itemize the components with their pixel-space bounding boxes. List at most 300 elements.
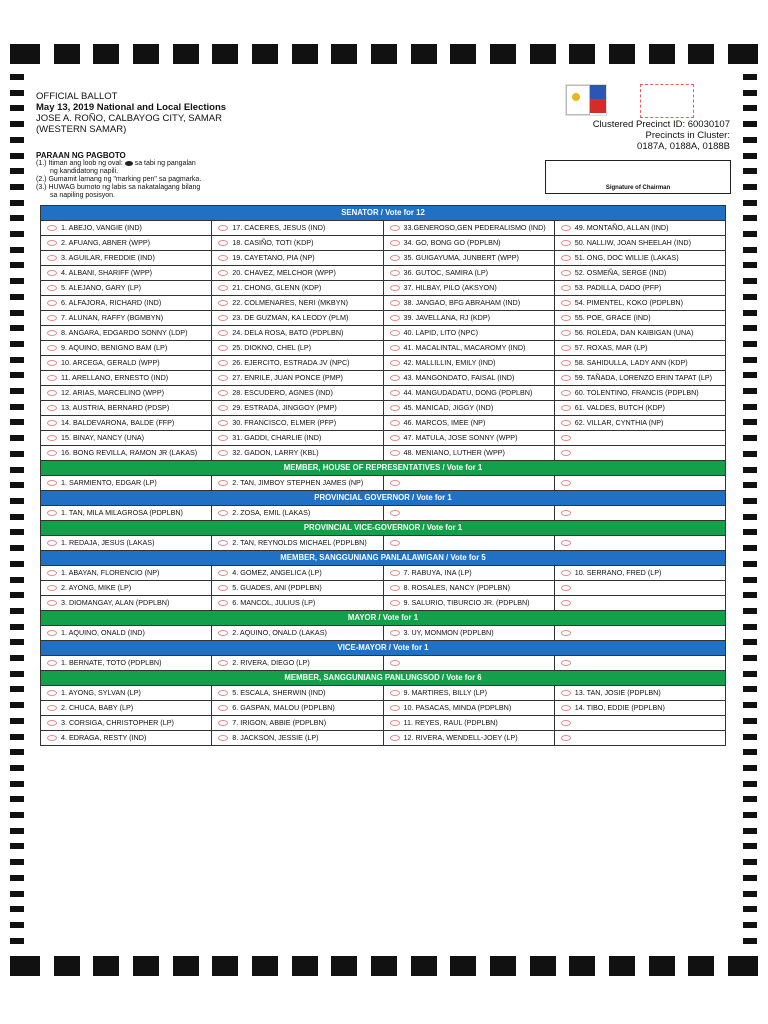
vote-oval[interactable] bbox=[47, 240, 57, 246]
candidate-cell[interactable] bbox=[41, 536, 212, 551]
candidate-cell[interactable] bbox=[554, 251, 725, 266]
vote-oval[interactable] bbox=[218, 630, 228, 636]
timing-mark bbox=[743, 906, 757, 912]
candidate-cell[interactable] bbox=[212, 431, 383, 446]
vote-oval[interactable] bbox=[561, 225, 571, 231]
vote-oval[interactable] bbox=[47, 360, 57, 366]
vote-oval[interactable] bbox=[218, 720, 228, 726]
timing-mark bbox=[569, 956, 595, 976]
candidate-row bbox=[41, 581, 726, 596]
vote-oval[interactable] bbox=[218, 300, 228, 306]
province-name: (WESTERN SAMAR) bbox=[36, 124, 127, 135]
instruction-1a: (1.) Itiman ang loob ng oval: bbox=[36, 160, 123, 167]
vote-oval[interactable] bbox=[390, 585, 400, 591]
candidate-cell[interactable] bbox=[554, 236, 725, 251]
vote-oval[interactable] bbox=[561, 705, 571, 711]
candidate-cell[interactable] bbox=[41, 221, 212, 236]
clustered-precinct-id: Clustered Precinct ID: 60030107 bbox=[592, 119, 730, 130]
vote-oval[interactable] bbox=[390, 270, 400, 276]
timing-mark bbox=[10, 404, 24, 410]
candidate-name: 12. ARIAS, MARCELINO (WPP) bbox=[61, 388, 165, 398]
timing-mark bbox=[743, 781, 757, 787]
timing-mark bbox=[10, 843, 24, 849]
timing-mark bbox=[10, 153, 24, 159]
comelec-seal-icon bbox=[565, 84, 607, 116]
vote-oval[interactable] bbox=[218, 705, 228, 711]
candidate-cell[interactable] bbox=[212, 221, 383, 236]
candidate-cell[interactable] bbox=[212, 701, 383, 716]
candidate-cell[interactable] bbox=[41, 656, 212, 671]
candidate-row bbox=[41, 401, 726, 416]
candidate-cell[interactable] bbox=[383, 281, 554, 296]
timing-mark bbox=[743, 168, 757, 174]
section-title: VICE-MAYOR / Vote for 1 bbox=[41, 641, 726, 656]
vote-oval[interactable] bbox=[561, 315, 571, 321]
candidate-cell[interactable] bbox=[41, 266, 212, 281]
candidate-cell[interactable] bbox=[554, 701, 725, 716]
vote-oval[interactable] bbox=[218, 270, 228, 276]
candidate-cell[interactable] bbox=[383, 566, 554, 581]
candidate-cell[interactable] bbox=[554, 386, 725, 401]
candidate-cell[interactable] bbox=[383, 311, 554, 326]
candidate-cell[interactable] bbox=[41, 401, 212, 416]
vote-oval[interactable] bbox=[561, 255, 571, 261]
timing-mark bbox=[743, 686, 757, 692]
vote-oval[interactable] bbox=[47, 570, 57, 576]
timing-mark bbox=[10, 702, 24, 708]
candidate-cell[interactable] bbox=[383, 341, 554, 356]
timing-mark bbox=[212, 44, 238, 64]
vote-oval[interactable] bbox=[47, 270, 57, 276]
timing-mark bbox=[743, 529, 757, 535]
candidate-cell[interactable] bbox=[212, 326, 383, 341]
candidate-cell[interactable] bbox=[212, 311, 383, 326]
vote-oval[interactable] bbox=[390, 315, 400, 321]
vote-oval[interactable] bbox=[390, 705, 400, 711]
vote-oval[interactable] bbox=[390, 420, 400, 426]
vote-oval[interactable] bbox=[218, 330, 228, 336]
candidate-cell[interactable] bbox=[41, 596, 212, 611]
vote-oval[interactable] bbox=[390, 240, 400, 246]
timing-mark bbox=[743, 498, 757, 504]
section-title: MEMBER, HOUSE OF REPRESENTATIVES / Vote for 1 bbox=[41, 461, 726, 476]
timing-mark bbox=[292, 44, 318, 64]
candidate-name: 26. EJERCITO, ESTRADA JV (NPC) bbox=[232, 358, 350, 368]
candidate-cell[interactable] bbox=[554, 281, 725, 296]
vote-oval[interactable] bbox=[561, 390, 571, 396]
timing-mark bbox=[10, 859, 24, 865]
vote-oval[interactable] bbox=[561, 300, 571, 306]
vote-oval[interactable] bbox=[218, 360, 228, 366]
candidate-cell[interactable] bbox=[41, 566, 212, 581]
timing-mark bbox=[10, 482, 24, 488]
candidate-cell[interactable] bbox=[554, 416, 725, 431]
vote-oval[interactable] bbox=[390, 255, 400, 261]
candidate-name: 2. AYONG, MIKE (LP) bbox=[61, 583, 132, 593]
precinct-info bbox=[500, 119, 730, 152]
vote-oval[interactable] bbox=[47, 600, 57, 606]
timing-mark bbox=[743, 749, 757, 755]
timing-mark bbox=[10, 734, 24, 740]
candidate-cell[interactable] bbox=[41, 686, 212, 701]
candidate-row bbox=[41, 386, 726, 401]
vote-oval[interactable] bbox=[561, 240, 571, 246]
section-title: MEMBER, SANGGUNIANG PANLUNGSOD / Vote for 6 bbox=[41, 671, 726, 686]
timing-mark bbox=[10, 278, 24, 284]
candidate-cell[interactable] bbox=[383, 371, 554, 386]
vote-oval[interactable] bbox=[218, 570, 228, 576]
vote-oval[interactable] bbox=[561, 330, 571, 336]
vote-oval[interactable] bbox=[218, 450, 228, 456]
timing-mark bbox=[530, 956, 556, 976]
candidate-cell[interactable] bbox=[212, 371, 383, 386]
candidate-cell[interactable] bbox=[383, 326, 554, 341]
candidate-row bbox=[41, 656, 726, 671]
vote-oval[interactable] bbox=[390, 360, 400, 366]
vote-oval[interactable] bbox=[47, 630, 57, 636]
candidate-cell[interactable] bbox=[383, 356, 554, 371]
candidate-cell[interactable] bbox=[212, 296, 383, 311]
candidate-cell[interactable] bbox=[41, 371, 212, 386]
vote-oval[interactable] bbox=[218, 225, 228, 231]
candidate-cell[interactable] bbox=[212, 341, 383, 356]
candidate-cell[interactable] bbox=[41, 581, 212, 596]
candidate-cell[interactable] bbox=[554, 371, 725, 386]
vote-oval[interactable] bbox=[47, 225, 57, 231]
timing-mark bbox=[743, 231, 757, 237]
vote-oval[interactable] bbox=[390, 735, 400, 741]
vote-oval[interactable] bbox=[47, 390, 57, 396]
vote-oval[interactable] bbox=[218, 345, 228, 351]
candidate-cell[interactable] bbox=[41, 311, 212, 326]
candidate-cell[interactable] bbox=[41, 716, 212, 731]
vote-oval[interactable] bbox=[390, 285, 400, 291]
vote-oval[interactable] bbox=[218, 390, 228, 396]
candidate-cell[interactable] bbox=[383, 581, 554, 596]
vote-oval[interactable] bbox=[561, 345, 571, 351]
vote-oval[interactable] bbox=[390, 690, 400, 696]
candidate-cell[interactable] bbox=[212, 686, 383, 701]
vote-oval[interactable] bbox=[218, 585, 228, 591]
candidate-name: 52. OSMEÑA, SERGE (IND) bbox=[574, 268, 667, 278]
candidate-cell[interactable] bbox=[383, 251, 554, 266]
instruction-1c: ng kandidatong napili. bbox=[50, 168, 119, 175]
vote-oval[interactable] bbox=[561, 360, 571, 366]
candidate-name: 15. BINAY, NANCY (UNA) bbox=[61, 433, 145, 443]
vote-oval[interactable] bbox=[218, 405, 228, 411]
vote-oval[interactable] bbox=[561, 690, 571, 696]
candidate-name: 3. UY, MONMON (PDPLBN) bbox=[403, 628, 494, 638]
vote-oval[interactable] bbox=[47, 255, 57, 261]
vote-oval[interactable] bbox=[47, 720, 57, 726]
vote-oval[interactable] bbox=[561, 270, 571, 276]
candidate-cell[interactable] bbox=[554, 326, 725, 341]
timing-mark bbox=[743, 608, 757, 614]
vote-oval[interactable] bbox=[218, 540, 228, 546]
timing-mark bbox=[743, 482, 757, 488]
timing-mark bbox=[10, 545, 24, 551]
timing-mark bbox=[252, 44, 278, 64]
vote-oval[interactable] bbox=[47, 540, 57, 546]
vote-oval[interactable] bbox=[218, 435, 228, 441]
candidate-cell[interactable] bbox=[212, 566, 383, 581]
candidate-cell[interactable] bbox=[41, 701, 212, 716]
vote-oval bbox=[561, 450, 571, 456]
candidate-name: 1. BERNATE, TOTO (PDPLBN) bbox=[61, 658, 162, 668]
vote-oval[interactable] bbox=[218, 255, 228, 261]
vote-oval[interactable] bbox=[47, 285, 57, 291]
candidate-cell[interactable] bbox=[212, 401, 383, 416]
vote-oval[interactable] bbox=[218, 735, 228, 741]
vote-oval[interactable] bbox=[218, 690, 228, 696]
candidate-cell[interactable] bbox=[554, 221, 725, 236]
vote-oval[interactable] bbox=[390, 390, 400, 396]
vote-oval[interactable] bbox=[218, 375, 228, 381]
candidate-cell[interactable] bbox=[212, 506, 383, 521]
vote-oval[interactable] bbox=[561, 285, 571, 291]
timing-mark bbox=[10, 90, 24, 96]
candidate-cell[interactable] bbox=[383, 386, 554, 401]
candidate-cell[interactable] bbox=[554, 566, 725, 581]
candidate-cell[interactable] bbox=[212, 266, 383, 281]
vote-oval[interactable] bbox=[218, 285, 228, 291]
vote-oval[interactable] bbox=[218, 480, 228, 486]
candidate-name: 22. COLMENARES, NERI (MKBYN) bbox=[232, 298, 349, 308]
candidate-name: 20. CHAVEZ, MELCHOR (WPP) bbox=[232, 268, 336, 278]
timing-mark bbox=[10, 44, 40, 64]
candidate-name: 49. MONTAÑO, ALLAN (IND) bbox=[574, 223, 669, 233]
candidate-cell[interactable] bbox=[41, 416, 212, 431]
vote-oval[interactable] bbox=[47, 735, 57, 741]
vote-oval[interactable] bbox=[218, 420, 228, 426]
vote-oval[interactable] bbox=[561, 570, 571, 576]
candidate-cell[interactable] bbox=[212, 446, 383, 461]
vote-oval[interactable] bbox=[218, 660, 228, 666]
candidate-cell[interactable] bbox=[212, 386, 383, 401]
timing-mark bbox=[10, 419, 24, 425]
right-timing-marks bbox=[743, 74, 757, 944]
candidate-cell[interactable] bbox=[41, 251, 212, 266]
timing-mark bbox=[10, 891, 24, 897]
candidate-cell[interactable] bbox=[383, 416, 554, 431]
candidate-cell[interactable] bbox=[383, 236, 554, 251]
candidate-cell[interactable] bbox=[41, 326, 212, 341]
candidate-cell[interactable] bbox=[383, 401, 554, 416]
candidate-cell[interactable] bbox=[383, 701, 554, 716]
vote-oval[interactable] bbox=[218, 600, 228, 606]
candidate-name: 11. ARELLANO, ERNESTO (IND) bbox=[61, 373, 169, 383]
vote-oval[interactable] bbox=[390, 345, 400, 351]
candidate-name: 32. GADON, LARRY (KBL) bbox=[232, 448, 319, 458]
candidate-cell[interactable] bbox=[383, 686, 554, 701]
vote-oval bbox=[390, 540, 400, 546]
vote-oval[interactable] bbox=[390, 630, 400, 636]
candidate-cell[interactable] bbox=[554, 356, 725, 371]
candidate-cell[interactable] bbox=[383, 221, 554, 236]
candidate-row bbox=[41, 371, 726, 386]
vote-oval[interactable] bbox=[47, 405, 57, 411]
candidate-name: 14. BALDEVARONA, BALDE (FFP) bbox=[61, 418, 175, 428]
top-timing-marks bbox=[10, 44, 758, 64]
candidate-cell[interactable] bbox=[212, 251, 383, 266]
timing-mark bbox=[490, 44, 516, 64]
candidate-cell[interactable] bbox=[383, 596, 554, 611]
candidate-name: 39. JAVELLANA, RJ (KDP) bbox=[403, 313, 491, 323]
candidate-row bbox=[41, 296, 726, 311]
vote-oval[interactable] bbox=[47, 315, 57, 321]
timing-mark bbox=[10, 906, 24, 912]
candidate-cell[interactable] bbox=[212, 596, 383, 611]
timing-mark bbox=[743, 671, 757, 677]
timing-mark bbox=[10, 922, 24, 928]
candidate-cell[interactable] bbox=[41, 731, 212, 746]
candidate-name: 2. ZOSA, EMIL (LAKAS) bbox=[232, 508, 311, 518]
timing-mark bbox=[743, 718, 757, 724]
candidate-name: 1. TAN, MILA MILAGROSA (PDPLBN) bbox=[61, 508, 183, 518]
left-timing-marks bbox=[10, 74, 24, 944]
timing-mark bbox=[743, 875, 757, 881]
timing-mark bbox=[743, 341, 757, 347]
timing-mark bbox=[743, 105, 757, 111]
candidate-cell[interactable] bbox=[212, 581, 383, 596]
candidate-cell[interactable] bbox=[212, 236, 383, 251]
candidate-name: 8. JACKSON, JESSIE (LP) bbox=[232, 733, 319, 743]
timing-mark bbox=[10, 451, 24, 457]
instruction-3a: (3.) HUWAG bumoto ng labis sa nakatalagang bilang bbox=[36, 184, 201, 191]
candidate-cell[interactable] bbox=[383, 626, 554, 641]
candidate-cell[interactable] bbox=[554, 266, 725, 281]
candidate-name: 9. AQUINO, BENIGNO BAM (LP) bbox=[61, 343, 168, 353]
candidate-cell[interactable] bbox=[554, 686, 725, 701]
vote-oval[interactable] bbox=[390, 450, 400, 456]
empty-cell bbox=[554, 536, 725, 551]
timing-mark bbox=[743, 294, 757, 300]
vote-oval[interactable] bbox=[390, 435, 400, 441]
candidate-name: 13. AUSTRIA, BERNARD (PDSP) bbox=[61, 403, 170, 413]
ballot-table bbox=[40, 205, 726, 746]
vote-oval bbox=[390, 510, 400, 516]
candidate-cell[interactable] bbox=[41, 431, 212, 446]
vote-oval[interactable] bbox=[47, 420, 57, 426]
timing-mark bbox=[54, 956, 80, 976]
candidate-row bbox=[41, 341, 726, 356]
candidate-name: 50. NALLIW, JOAN SHEELAH (IND) bbox=[574, 238, 691, 248]
timing-mark bbox=[10, 325, 24, 331]
candidate-name: 2. TAN, REYNOLDS MICHAEL (PDPLBN) bbox=[232, 538, 367, 548]
vote-oval[interactable] bbox=[390, 330, 400, 336]
instruction-3b: sa napiling posisyon. bbox=[50, 192, 115, 199]
vote-oval[interactable] bbox=[390, 405, 400, 411]
timing-mark bbox=[292, 956, 318, 976]
vote-oval[interactable] bbox=[561, 375, 571, 381]
candidate-cell[interactable] bbox=[383, 431, 554, 446]
vote-oval[interactable] bbox=[390, 600, 400, 606]
candidate-cell[interactable] bbox=[41, 281, 212, 296]
vote-oval[interactable] bbox=[218, 315, 228, 321]
vote-oval[interactable] bbox=[218, 510, 228, 516]
candidate-cell[interactable] bbox=[41, 356, 212, 371]
timing-mark bbox=[743, 577, 757, 583]
vote-oval[interactable] bbox=[561, 405, 571, 411]
timing-mark bbox=[10, 105, 24, 111]
candidate-cell[interactable] bbox=[383, 716, 554, 731]
candidate-name: 1. AQUINO, ONALD (IND) bbox=[61, 628, 145, 638]
vote-oval[interactable] bbox=[218, 240, 228, 246]
vote-oval[interactable] bbox=[47, 660, 57, 666]
candidate-cell[interactable] bbox=[212, 536, 383, 551]
vote-oval[interactable] bbox=[390, 375, 400, 381]
candidate-cell[interactable] bbox=[554, 296, 725, 311]
candidate-cell[interactable] bbox=[41, 446, 212, 461]
vote-oval[interactable] bbox=[47, 450, 57, 456]
vote-oval[interactable] bbox=[561, 420, 571, 426]
candidate-cell[interactable] bbox=[383, 296, 554, 311]
candidate-cell[interactable] bbox=[383, 731, 554, 746]
vote-oval[interactable] bbox=[390, 300, 400, 306]
candidate-name: 12. RIVERA, WENDELL-JOEY (LP) bbox=[403, 733, 518, 743]
vote-oval[interactable] bbox=[390, 720, 400, 726]
candidate-name: 13. TAN, JOSIE (PDPLBN) bbox=[574, 688, 661, 698]
timing-mark bbox=[10, 938, 24, 944]
section-header bbox=[41, 491, 726, 506]
vote-oval[interactable] bbox=[47, 690, 57, 696]
candidate-cell[interactable] bbox=[212, 716, 383, 731]
candidate-cell[interactable] bbox=[212, 731, 383, 746]
candidate-cell[interactable] bbox=[212, 416, 383, 431]
vote-oval[interactable] bbox=[47, 510, 57, 516]
section-title: PROVINCIAL GOVERNOR / Vote for 1 bbox=[41, 491, 726, 506]
vote-oval[interactable] bbox=[47, 300, 57, 306]
vote-oval[interactable] bbox=[47, 585, 57, 591]
candidate-cell[interactable] bbox=[554, 341, 725, 356]
candidate-cell[interactable] bbox=[383, 446, 554, 461]
vote-oval[interactable] bbox=[47, 435, 57, 441]
vote-oval[interactable] bbox=[47, 345, 57, 351]
vote-oval[interactable] bbox=[47, 705, 57, 711]
candidate-cell[interactable] bbox=[41, 476, 212, 491]
vote-oval[interactable] bbox=[390, 225, 400, 231]
vote-oval[interactable] bbox=[390, 570, 400, 576]
candidate-cell[interactable] bbox=[212, 476, 383, 491]
school-name: JOSE A. ROÑO, CALBAYOG CITY, SAMAR bbox=[36, 113, 223, 124]
candidate-cell[interactable] bbox=[212, 356, 383, 371]
timing-mark bbox=[411, 44, 437, 64]
candidate-cell[interactable] bbox=[212, 281, 383, 296]
candidate-cell[interactable] bbox=[41, 626, 212, 641]
candidate-cell[interactable] bbox=[554, 401, 725, 416]
vote-oval bbox=[561, 435, 571, 441]
candidate-name: 2. AFUANG, ABNER (WPP) bbox=[61, 238, 151, 248]
vote-oval[interactable] bbox=[47, 375, 57, 381]
candidate-cell[interactable] bbox=[554, 311, 725, 326]
vote-oval[interactable] bbox=[47, 480, 57, 486]
candidate-cell[interactable] bbox=[41, 296, 212, 311]
vote-oval bbox=[561, 540, 571, 546]
candidate-cell[interactable] bbox=[41, 236, 212, 251]
vote-oval bbox=[561, 480, 571, 486]
candidate-name: 2. TAN, JIMBOY STEPHEN JAMES (NP) bbox=[232, 478, 364, 488]
vote-oval[interactable] bbox=[47, 330, 57, 336]
vote-oval bbox=[390, 660, 400, 666]
candidate-row bbox=[41, 701, 726, 716]
candidate-cell[interactable] bbox=[41, 386, 212, 401]
candidate-cell[interactable] bbox=[383, 266, 554, 281]
precinct-list: 0187A, 0188A, 0188B bbox=[637, 141, 730, 152]
candidate-cell[interactable] bbox=[41, 341, 212, 356]
candidate-cell[interactable] bbox=[212, 626, 383, 641]
candidate-cell[interactable] bbox=[41, 506, 212, 521]
candidate-cell[interactable] bbox=[212, 656, 383, 671]
